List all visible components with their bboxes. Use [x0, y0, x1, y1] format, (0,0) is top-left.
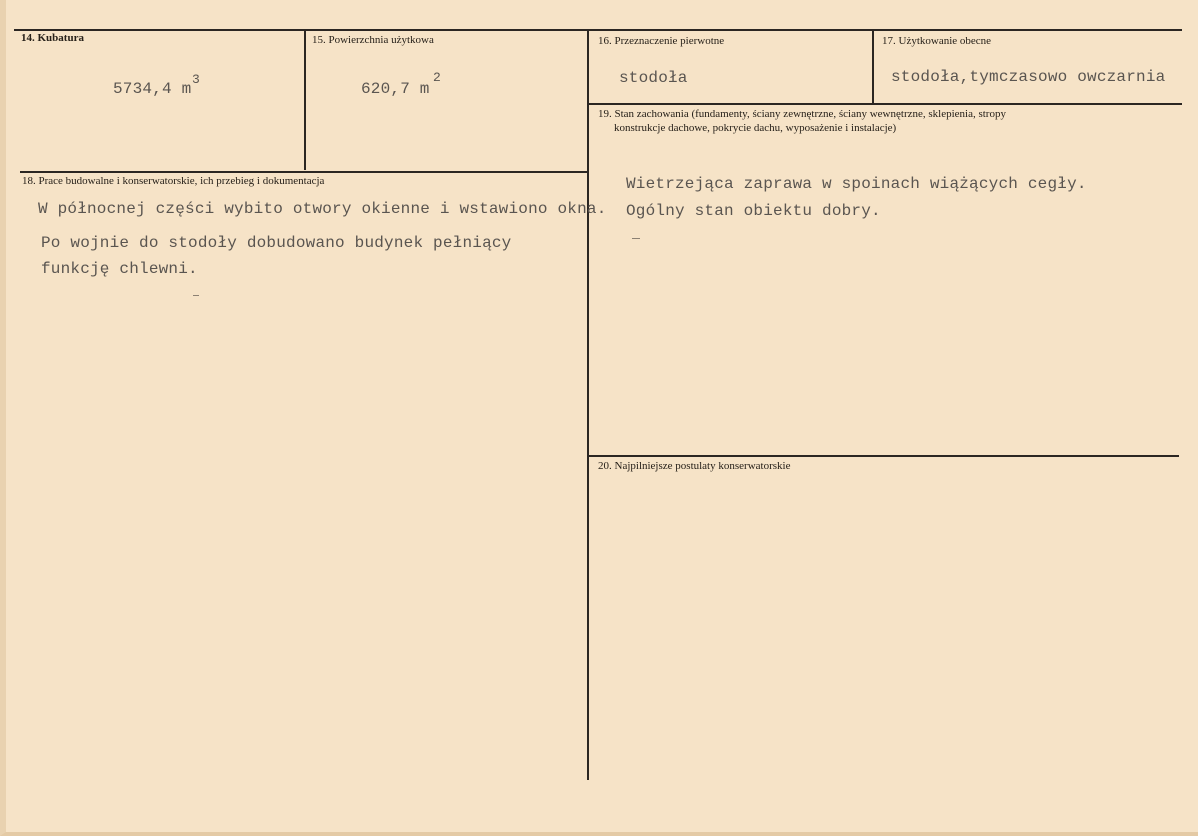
stray-mark [632, 238, 640, 239]
field-15-value: 620,7 m [361, 80, 430, 98]
field-18-line-1: W północnej części wybito otwory okienne i wstawiono okna. [38, 200, 607, 218]
divider-main [587, 30, 589, 780]
divider-16-17 [872, 30, 874, 104]
rule-under-19 [589, 455, 1179, 457]
field-15-superscript: 2 [433, 70, 441, 85]
field-19-line-1: Wietrzejąca zaprawa w spoinach wiążących cegły. [626, 175, 1087, 193]
field-14-value: 5734,4 m [113, 80, 192, 98]
field-18-label: 18. Prace budowalne i konserwatorskie, ich przebieg i dokumentacja [22, 175, 325, 187]
field-20-label: 20. Najpilniejsze postulaty konserwatorskie [598, 460, 791, 472]
field-14-superscript: 3 [192, 72, 200, 87]
top-rule [14, 29, 1182, 31]
field-17-label: 17. Użytkowanie obecne [882, 35, 992, 47]
field-16-value: stodoła [619, 69, 688, 87]
rule-under-17 [589, 103, 1182, 105]
field-19-line-2: Ogólny stan obiektu dobry. [626, 202, 881, 220]
divider-14-15 [304, 30, 306, 170]
rule-under-14-15 [20, 171, 588, 173]
field-15-label: 15. Powierzchnia użytkowa [312, 34, 434, 46]
field-14-label: 14. Kubatura [21, 32, 84, 44]
stray-mark [193, 295, 199, 296]
field-18-line-3: funkcję chlewni. [41, 260, 198, 278]
field-19-label-line-1: 19. Stan zachowania (fundamenty, ściany zewnętrzne, ściany wewnętrzne, sklepienia, stropy [598, 108, 1006, 120]
field-16-label: 16. Przeznaczenie pierwotne [598, 35, 725, 47]
field-17-value: stodoła,tymczasowo owczarnia [891, 68, 1166, 86]
field-18-line-2: Po wojnie do stodoły dobudowano budynek pełniący [41, 234, 512, 252]
field-19-label-line-2: konstrukcje dachowe, pokrycie dachu, wyposażenie i instalacje) [614, 122, 897, 134]
